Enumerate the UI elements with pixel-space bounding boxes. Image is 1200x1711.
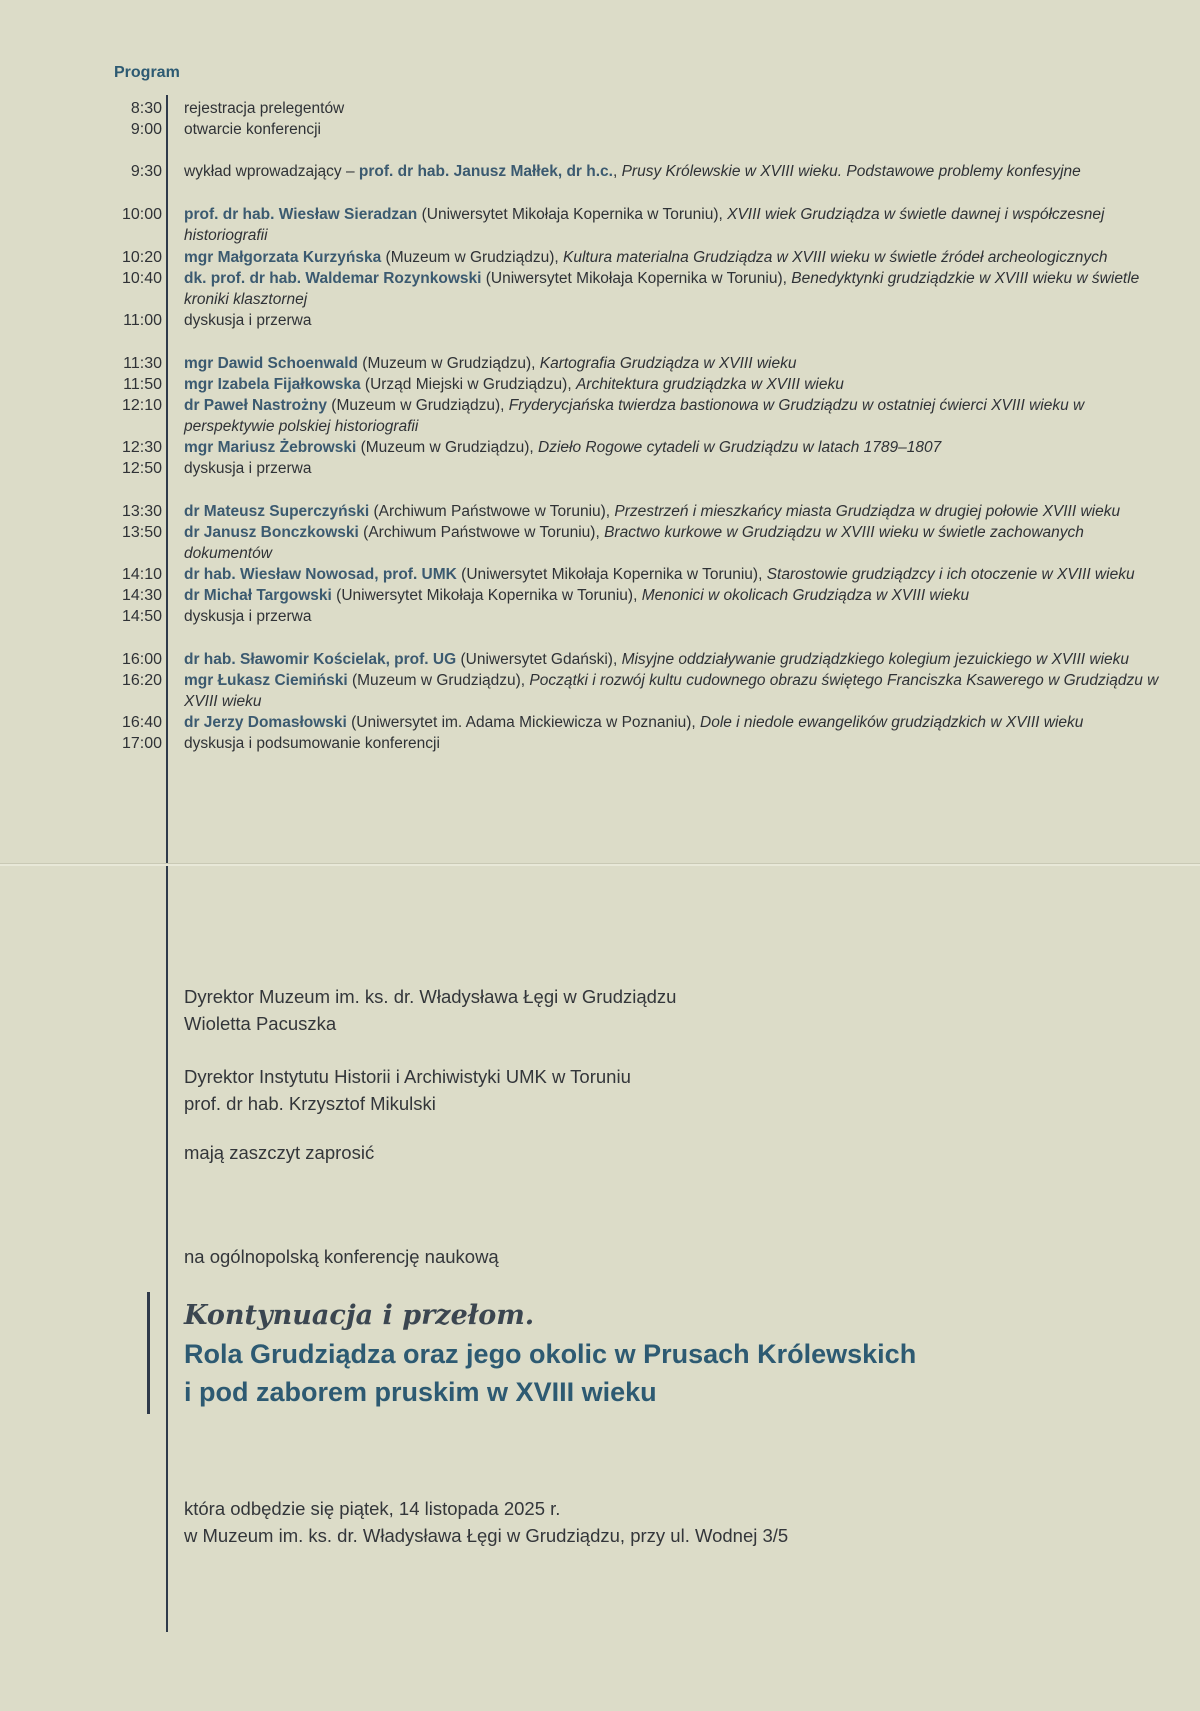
talk-title: XVIII wiek Grudziądza w świetle dawnej i współczesnej historiografii (184, 206, 1105, 244)
place-line: w Muzeum im. ks. dr. Władysława Łęgi w Grudziądzu, przy ul. Wodnej 3/5 (184, 1525, 789, 1546)
host2-position: Dyrektor Instytutu Historii i Archiwistyki UMK w Toruniu (184, 1066, 631, 1087)
schedule-time: 13:50 (121, 524, 162, 541)
speaker-name: mgr Mariusz Żebrowski (184, 439, 357, 456)
schedule-description (184, 204, 1174, 246)
schedule-description (184, 119, 1174, 140)
fold-line (0, 863, 1200, 866)
schedule-description (184, 733, 1174, 754)
schedule-description (184, 374, 1174, 395)
schedule-description (184, 98, 1174, 119)
speaker-affiliation: (Archiwum Państwowe w Toruniu), (358, 524, 605, 541)
speaker-affiliation: (Uniwersytet im. Adama Mickiewicza w Poznaniu), (346, 714, 700, 731)
schedule-time: 14:50 (121, 608, 162, 625)
schedule-description (184, 501, 1174, 522)
schedule-time: 17:00 (121, 735, 162, 752)
speaker-name: dr hab. Sławomir Kościelak, prof. UG (184, 651, 457, 668)
speaker-name: dr hab. Wiesław Nowosad, prof. UMK (184, 566, 457, 583)
invite-line: mają zaszczyt zaprosić (184, 1142, 375, 1163)
talk-title: Przestrzeń i mieszkańcy miasta Grudziądza w drugiej połowie XVIII wieku (614, 503, 1121, 520)
schedule-description (184, 649, 1174, 670)
speaker-name: prof. dr hab. Janusz Małłek, dr h.c. (358, 163, 613, 180)
schedule-time: 10:20 (121, 249, 162, 266)
schedule-description (184, 310, 1174, 331)
speaker-affiliation: (Muzeum w Grudziądzu), (327, 397, 509, 414)
schedule-text: dyskusja i przerwa (184, 460, 312, 477)
speaker-name: dr Janusz Bonczkowski (184, 524, 359, 541)
schedule-description (184, 522, 1174, 564)
schedule-text: rejestracja prelegentów (184, 100, 345, 117)
schedule-description (184, 670, 1174, 712)
schedule-text: wykład wprowadzający – (184, 163, 359, 180)
speaker-affiliation: (Uniwersytet Mikołaja Kopernika w Toruniu), (417, 206, 728, 223)
schedule-description (184, 268, 1174, 310)
speaker-affiliation: (Uniwersytet Mikołaja Kopernika w Toruniu), (331, 587, 642, 604)
schedule-description (184, 353, 1174, 374)
schedule-time: 9:30 (130, 163, 162, 180)
schedule-description (184, 437, 1174, 458)
speaker-name: mgr Izabela Fijałkowska (184, 376, 361, 393)
speaker-affiliation: (Uniwersytet Mikołaja Kopernika w Toruniu), (481, 270, 792, 287)
schedule-text: otwarcie konferencji (184, 121, 321, 138)
conference-type: na ogólnopolską konferencję naukową (184, 1246, 499, 1267)
talk-title: Architektura grudziądzka w XVIII wieku (575, 376, 844, 393)
schedule-description (184, 395, 1174, 437)
talk-title: Bractwo kurkowe w Grudziądzu w XVIII wieku w świetle zachowanych dokumentów (184, 524, 1084, 562)
schedule-time: 14:10 (121, 566, 162, 583)
schedule-time: 8:30 (130, 100, 162, 117)
talk-title: Dole i niedole ewangelików grudziądzkich w XVIII wieku (700, 714, 1084, 731)
schedule-description (184, 712, 1174, 733)
schedule-text: dyskusja i przerwa (184, 312, 312, 329)
schedule-time: 16:20 (121, 672, 162, 689)
conference-title-line1: Rola Grudziądza oraz jego okolic w Prusach Królewskich (184, 1339, 917, 1369)
talk-title: Starostowie grudziądzcy i ich otoczenie w XVIII wieku (766, 566, 1135, 583)
schedule-description (184, 606, 1174, 627)
schedule-text: dyskusja i przerwa (184, 608, 312, 625)
speaker-name: prof. dr hab. Wiesław Sieradzan (184, 206, 418, 223)
schedule-time: 16:40 (121, 714, 162, 731)
talk-title: Początki i rozwój kultu cudownego obrazu świętego Franciszka Ksawerego w Grudziądzu w XVIII wieku (184, 672, 1159, 710)
talk-title: Prusy Królewskie w XVIII wieku. Podstawowe problemy konfesyjne (621, 163, 1081, 180)
talk-title: Misyjne oddziaływanie grudziądzkiego kolegium jezuickiego w XVIII wieku (621, 651, 1130, 668)
schedule-description (184, 161, 1174, 182)
program-heading: Program (114, 64, 180, 81)
speaker-name: mgr Łukasz Ciemiński (184, 672, 348, 689)
talk-title: Dzieło Rogowe cytadeli w Grudziądzu w latach 1789–1807 (538, 439, 942, 456)
speaker-name: dr Jerzy Domasłowski (184, 714, 347, 731)
talk-title: Benedyktynki grudziądzkie w XVIII wieku w świetle kroniki klasztornej (184, 270, 1140, 308)
schedule-time: 12:50 (121, 460, 162, 477)
speaker-name: dr Mateusz Superczyński (184, 503, 370, 520)
speaker-affiliation: (Uniwersytet Mikołaja Kopernika w Toruniu), (456, 566, 767, 583)
talk-title: Menonici w okolicach Grudziądza w XVIII wieku (641, 587, 970, 604)
talk-title: Kultura materialna Grudziądza w XVIII wieku w świetle źródeł archeologicznych (563, 249, 1108, 266)
talk-title: Kartografia Grudziądza w XVIII wieku (539, 355, 797, 372)
speaker-name: mgr Dawid Schoenwald (184, 355, 358, 372)
talk-title: Fryderycjańska twierdza bastionowa w Grudziądzu w ostatniej ćwierci XVIII wieku w perspektywie polskiej historiografii (184, 397, 1085, 435)
speaker-affiliation: (Uniwersytet Gdański), (456, 651, 622, 668)
host1-name: Wioletta Pacuszka (184, 1013, 337, 1034)
host2-name: prof. dr hab. Krzysztof Mikulski (184, 1093, 436, 1114)
schedule-description (184, 585, 1174, 606)
schedule-time: 10:00 (121, 206, 162, 223)
title-bracket (147, 1292, 150, 1414)
schedule-time: 10:40 (121, 270, 162, 287)
date-line: która odbędzie się piątek, 14 listopada 2025 r. (184, 1498, 561, 1519)
speaker-affiliation: (Muzeum w Grudziądzu), (357, 355, 540, 372)
conference-title-main: Kontynuacja i przełom. (184, 1300, 535, 1331)
schedule-description (184, 564, 1174, 585)
schedule-description (184, 458, 1174, 479)
host1-position: Dyrektor Muzeum im. ks. dr. Władysława Łęgi w Grudziądzu (184, 986, 677, 1007)
schedule-time: 14:30 (121, 587, 162, 604)
speaker-affiliation: (Muzeum w Grudziądzu), (356, 439, 539, 456)
conference-title-line2: i pod zaborem pruskim w XVIII wieku (184, 1377, 657, 1407)
schedule-time: 16:00 (121, 651, 162, 668)
schedule-time: 11:50 (123, 376, 162, 393)
speaker-name: dk. prof. dr hab. Waldemar Rozynkowski (184, 270, 482, 287)
schedule-time: 13:30 (121, 503, 162, 520)
speaker-affiliation: (Archiwum Państwowe w Toruniu), (369, 503, 615, 520)
schedule-description (184, 247, 1174, 268)
speaker-name: dr Paweł Nastrożny (184, 397, 327, 414)
speaker-name: mgr Małgorzata Kurzyńska (184, 249, 382, 266)
speaker-affiliation: (Muzeum w Grudziądzu), (381, 249, 563, 266)
schedule-time: 11:00 (123, 312, 162, 329)
schedule-time: 12:30 (121, 439, 162, 456)
schedule-time: 9:00 (130, 121, 162, 138)
schedule-text: dyskusja i podsumowanie konferencji (184, 735, 440, 752)
speaker-affiliation: , (612, 163, 622, 180)
speaker-name: dr Michał Targowski (184, 587, 332, 604)
schedule-time: 11:30 (123, 355, 162, 372)
schedule-time: 12:10 (121, 397, 162, 414)
speaker-affiliation: (Muzeum w Grudziądzu), (347, 672, 530, 689)
speaker-affiliation: (Urząd Miejski w Grudziądzu), (360, 376, 576, 393)
